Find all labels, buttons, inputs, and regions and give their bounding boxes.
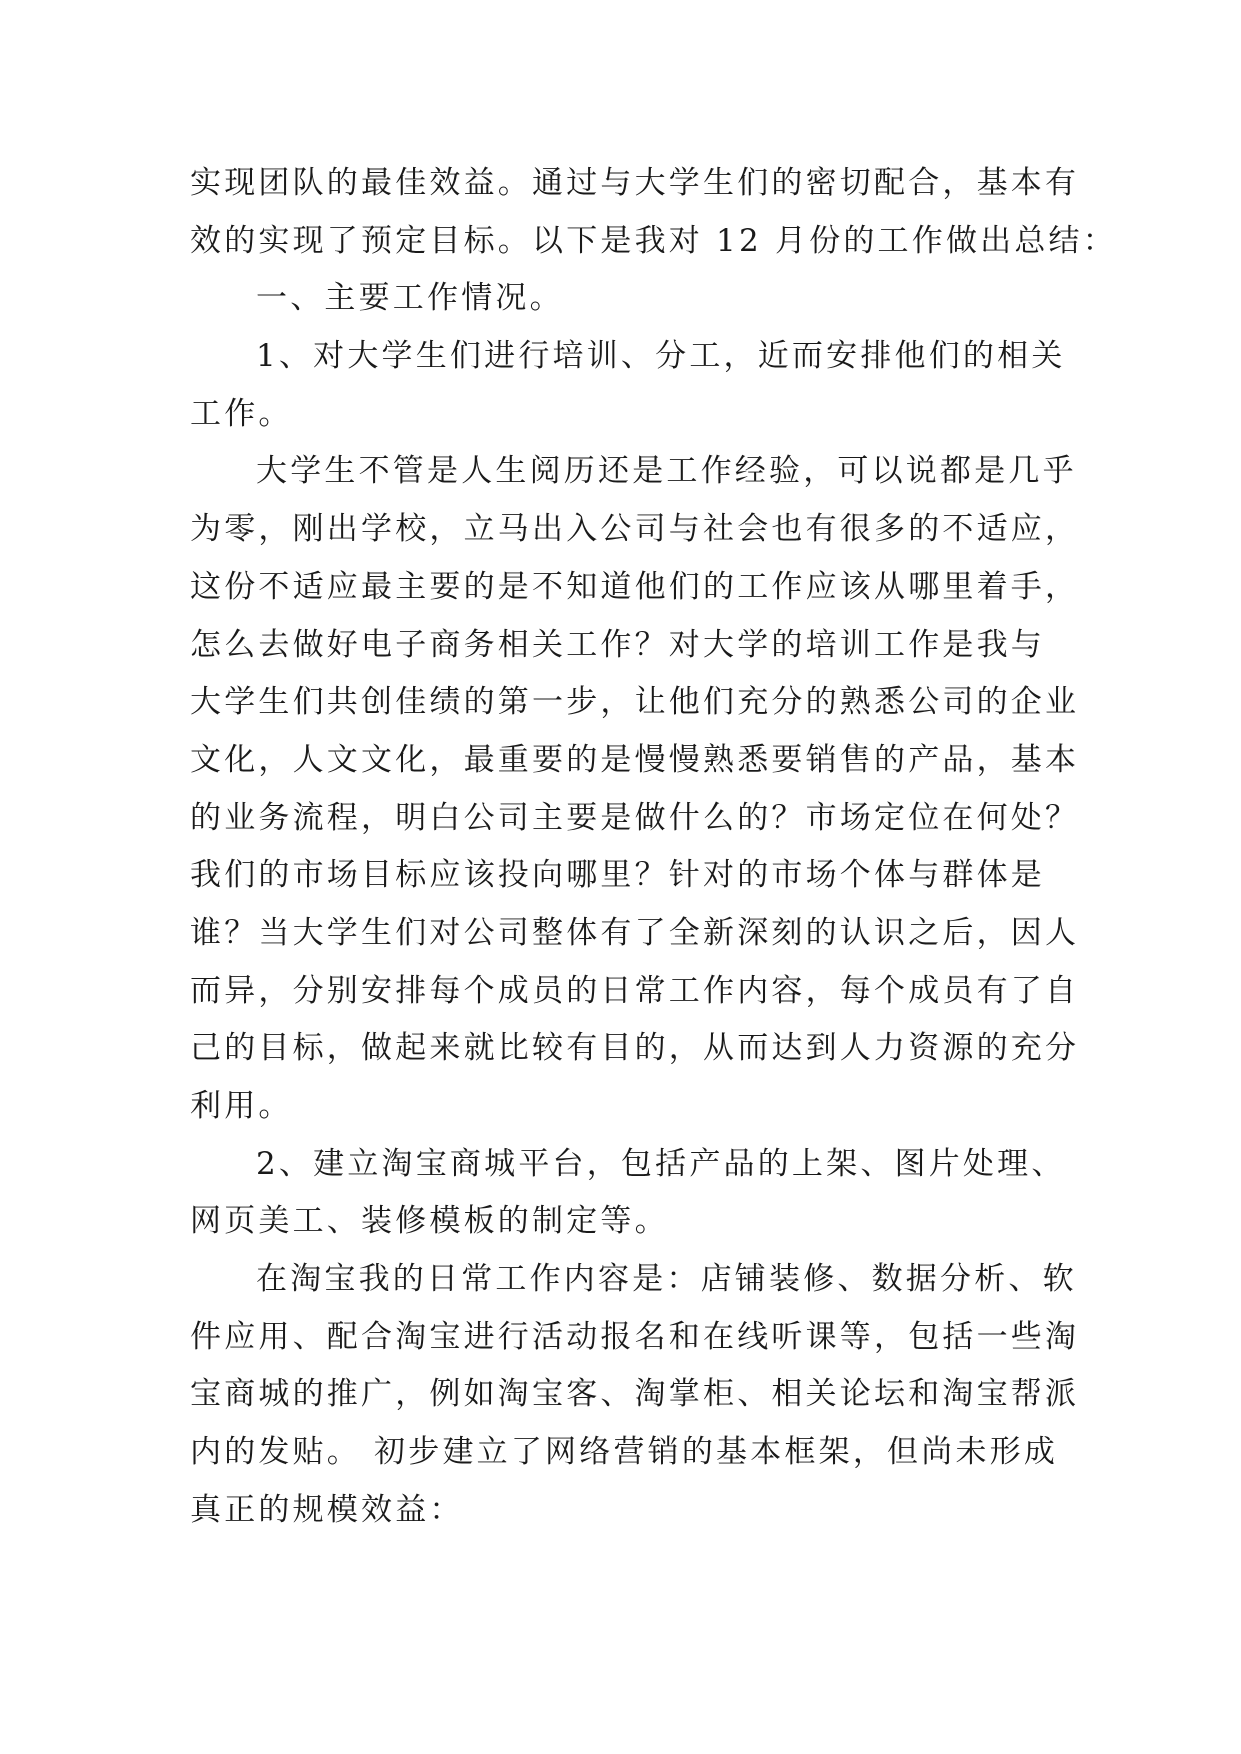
text-line: 大学生们共创佳绩的第一步，让他们充分的熟悉公司的企业	[190, 684, 1080, 721]
text-line: 的业务流程，明白公司主要是做什么的？市场定位在何处？	[190, 799, 1080, 836]
text-line: 网页美工、装修模板的制定等。	[190, 1203, 669, 1240]
text-line: 工作。	[190, 395, 293, 432]
text-line: 这份不适应最主要的是不知道他们的工作应该从哪里着手，	[190, 568, 1080, 605]
section-heading: 一、主要工作情况。	[256, 280, 564, 317]
text-line: 真正的规模效益：	[190, 1491, 464, 1528]
text-line: 利用。	[190, 1088, 293, 1124]
text-line: 怎么去做好电子商务相关工作？对大学的培训工作是我与	[190, 626, 1045, 663]
text-line: 内的发贴。 初步建立了网络营销的基本框架，但尚未形成	[190, 1434, 1059, 1471]
text-line: 效的实现了预定目标。以下是我对 12 月份的工作做出总结：	[190, 222, 1117, 259]
text-line: 我们的市场目标应该投向哪里？针对的市场个体与群体是	[190, 857, 1045, 894]
list-item-heading: 2、建立淘宝商城平台，包括产品的上架、图片处理、	[256, 1145, 1066, 1182]
text-line: 宝商城的推广，例如淘宝客、淘掌柜、相关论坛和淘宝帮派	[190, 1376, 1080, 1413]
text-line: 为零，刚出学校，立马出入公司与社会也有很多的不适应，	[190, 511, 1080, 548]
paragraph-start: 大学生不管是人生阅历还是工作经验，可以说都是几乎	[256, 453, 1077, 490]
document-body	[190, 155, 1117, 1540]
list-item-heading: 1、对大学生们进行培训、分工，近而安排他们的相关	[256, 338, 1066, 375]
text-line: 件应用、配合淘宝进行活动报名和在线听课等，包括一些淘	[190, 1318, 1080, 1355]
text-line: 而异，分别安排每个成员的日常工作内容，每个成员有了自	[190, 972, 1080, 1009]
text-line: 实现团队的最佳效益。通过与大学生们的密切配合，基本有	[190, 165, 1080, 201]
text-line: 文化，人文文化，最重要的是慢慢熟悉要销售的产品，基本	[190, 741, 1080, 778]
text-line: 谁？当大学生们对公司整体有了全新深刻的认识之后，因人	[190, 914, 1080, 951]
text-line: 己的目标，做起来就比较有目的，从而达到人力资源的充分	[190, 1030, 1080, 1067]
paragraph-start: 在淘宝我的日常工作内容是：店铺装修、数据分析、软	[256, 1261, 1077, 1298]
